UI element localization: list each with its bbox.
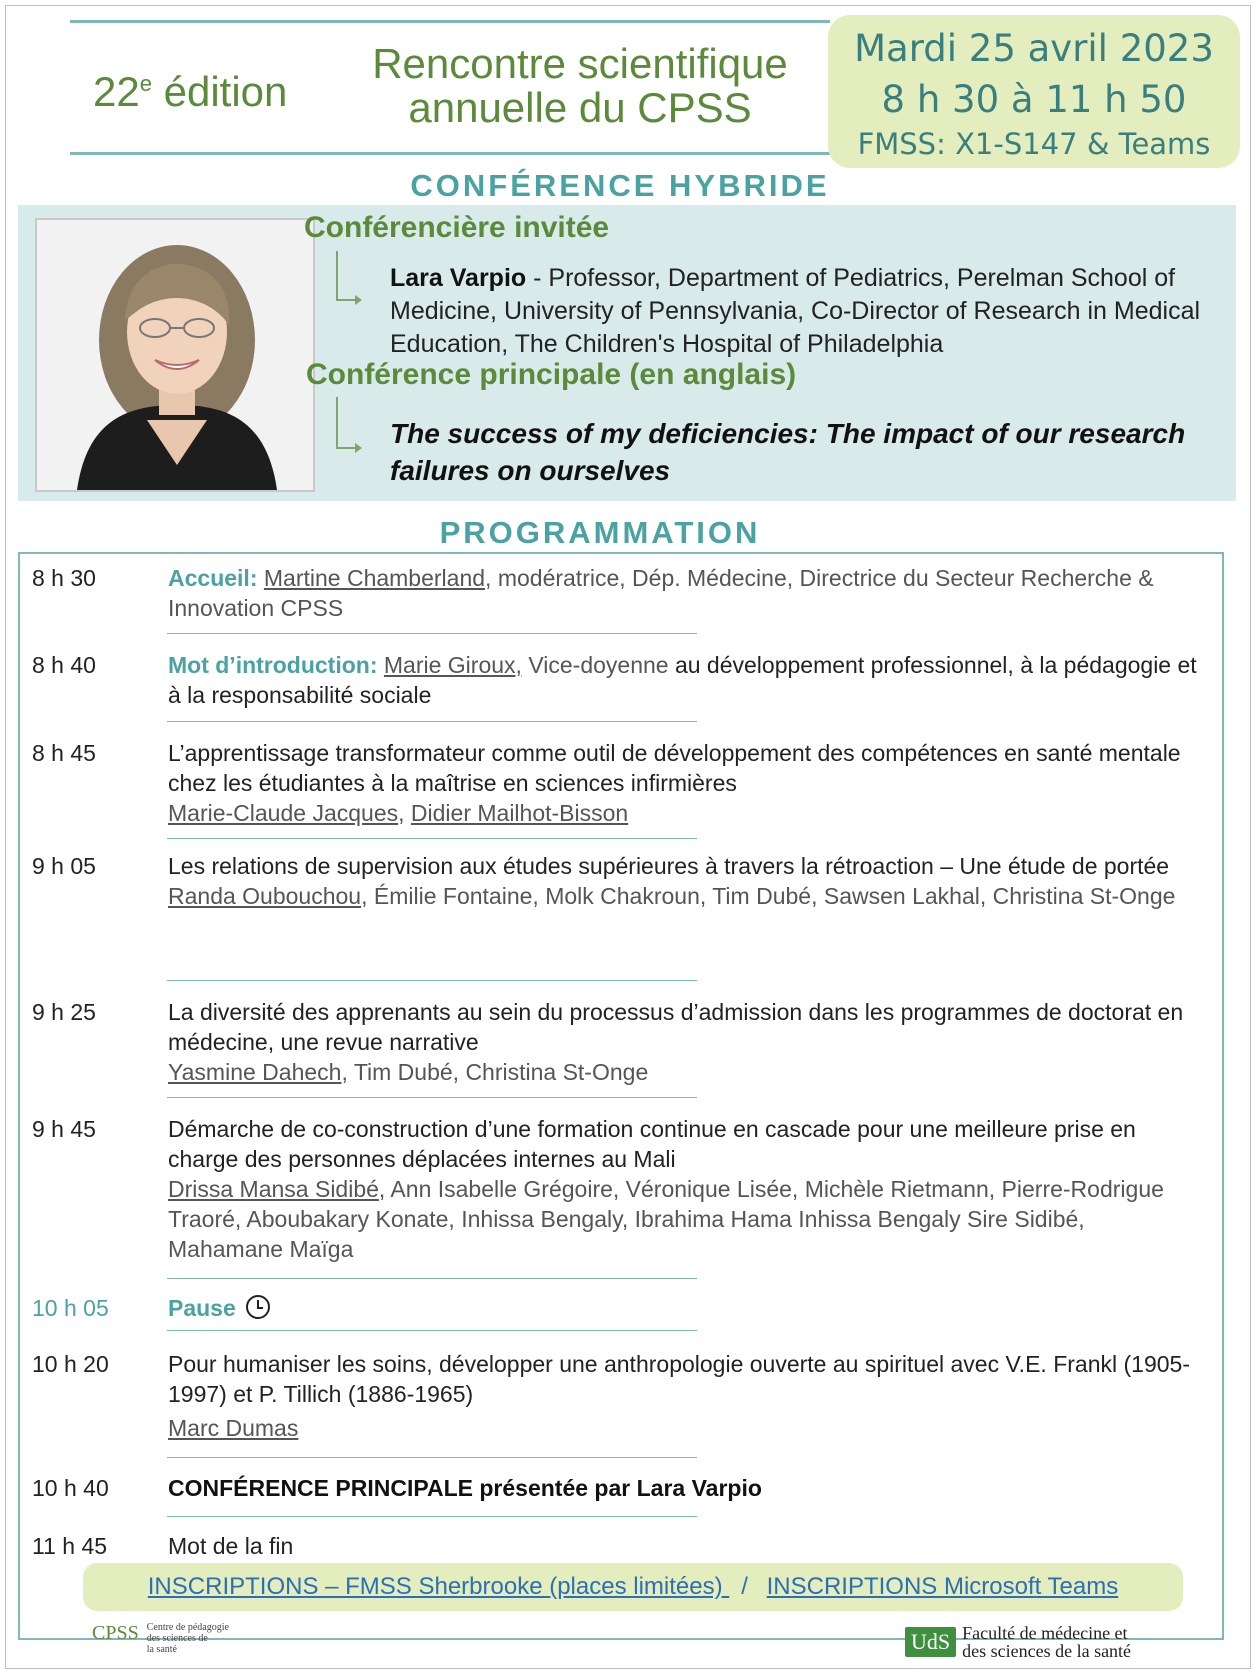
arrow-icon	[336, 397, 358, 449]
speaker-photo	[35, 218, 315, 492]
hybrid-heading: CONFÉRENCE HYBRIDE	[410, 168, 830, 203]
person-name: Marie Giroux,	[383, 652, 522, 678]
row-separator	[167, 721, 697, 722]
edition-label: 22e édition	[93, 68, 288, 115]
cpss-logo: CPSS Centre de pédagogie des sciences de la santé	[92, 1622, 229, 1655]
row-separator	[167, 633, 697, 634]
row-separator	[167, 1457, 697, 1458]
person-name: Yasmine Dahech	[168, 1059, 342, 1085]
register-teams-link[interactable]: INSCRIPTIONS Microsoft Teams	[766, 1573, 1119, 1600]
person-name: Martine Chamberland	[263, 565, 486, 591]
date-box	[828, 15, 1240, 168]
header-top-line	[70, 20, 830, 23]
person-name: Randa Oubouchou	[168, 883, 362, 909]
register-sherbrooke-link[interactable]: INSCRIPTIONS – FMSS Sherbrooke (places limitées)	[147, 1573, 730, 1600]
event-date: Mardi 25 avril 2023	[854, 27, 1214, 70]
programme-box: 8 h 30 Accueil: Martine Chamberland, modératrice, Dép. Médecine, Directrice du Secteur Recherche & Innovation CPSS 8 h 40 Mot d’introduction: Marie Giroux, Vice-doyenne au développement professionnel, à la pédagogie et à la responsabilité sociale 8 h 45 L’apprentissage transformateur comme outil de développement des compétences en santé mentale chez les étudiantes à la maîtrise en sciences infirmières Marie-Claude Jacques, Didier Mailhot-Bisson 9 h 05 Les relations de supervision aux études supérieures à travers la rétroaction – Une étude de portée Randa Oubouchou, Émilie Fontaine, Molk Chakroun, Tim Dubé, Sawsen Lakhal, Christina St-Onge 9 h 25 La diversité des apprenants au sein du processus d’admission dans les programmes de doctorat en médecine, une revue narrative Yasmine Dahech, Tim Dubé, Christina St-Onge 9 h 45 Démarche de co-construction d’une formation continue en cascade pour une meilleure prise en charge des personnes déplacées internes au Mali Drissa Mansa Sidibé, Ann Isabelle Grégoire, Véronique Lisée, Michèle Rietmann, Pierre-Rodrigue Traoré, Aboubakary Konate, Inhissa Bengaly, Ibrahima Hama Inhissa Bengaly Sire Sidibé, Mahamane Maïga 10 h 05 Pause 10 h 20 Pour humaniser les soins, développer une anthropologie ouverte au spirituel avec V.E. Frankl (1905-1997) et P. Tillich (1886-1965) Marc Dumas 10 h 40 CONFÉRENCE PRINCIPALE présentée par Lara Varpio 11 h 45 Mot de la fin	[18, 552, 1224, 1640]
person-name: Didier Mailhot-Bisson	[410, 800, 629, 826]
event-title: Rencontre scientifique annuelle du CPSS	[372, 40, 788, 131]
inscriptions-bar: INSCRIPTIONS – FMSS Sherbrooke (places limitées) / INSCRIPTIONS Microsoft Teams	[83, 1563, 1183, 1611]
clock-icon	[246, 1295, 270, 1319]
header-bottom-line	[70, 152, 830, 155]
speaker-bio: Lara Varpio - Professor, Department of Pediatrics, Perelman School of Medicine, University of Pennsylvania, Co-Director of Research in Medical Education, The Children's Hospital of Philadelphia	[390, 264, 1201, 358]
person-name: Marie-Claude Jacques	[168, 800, 399, 826]
row-separator	[167, 980, 697, 981]
person-name: Marc Dumas	[168, 1415, 299, 1441]
event-time: 8 h 30 à 11 h 50	[881, 78, 1187, 121]
person-name: Drissa Mansa Sidibé	[168, 1176, 379, 1202]
talk-title: The success of my deficiencies: The impact of our research failures on ourselves	[390, 418, 1186, 486]
row-separator	[167, 1330, 697, 1331]
invited-speaker-heading: Conférencière invitée	[304, 211, 610, 244]
uds-logo: UdS Faculté de médecine et des sciences de la santé	[905, 1624, 1131, 1660]
row-separator	[167, 1097, 697, 1098]
arrow-icon	[336, 251, 358, 301]
row-separator	[167, 1278, 697, 1279]
row-separator	[167, 838, 697, 839]
row-separator	[167, 1516, 697, 1517]
programme-heading: PROGRAMMATION	[439, 515, 761, 550]
main-conference-heading: Conférence principale (en anglais)	[306, 358, 797, 391]
event-location: FMSS: X1-S147 & Teams	[857, 127, 1211, 161]
speaker-panel	[18, 205, 1236, 501]
